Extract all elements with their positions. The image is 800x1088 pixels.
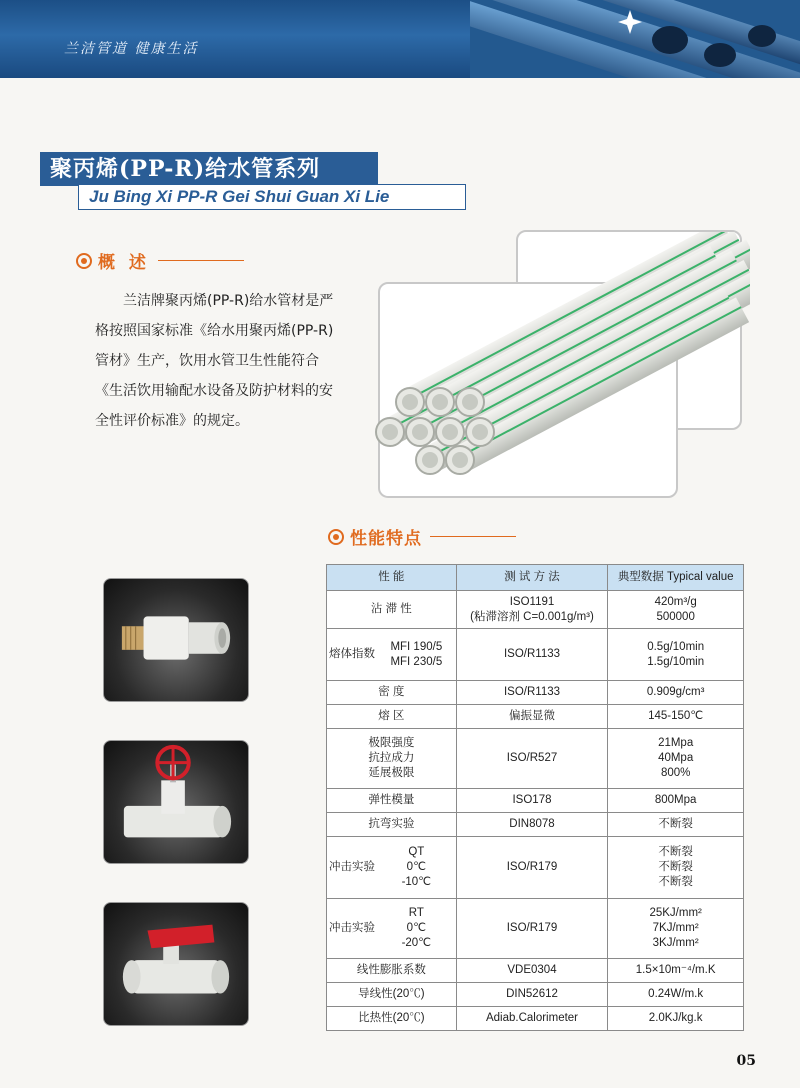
cell-method: 偏振显微 <box>456 705 608 729</box>
cell-value: 0.5g/10min 1.5g/10min <box>608 629 744 681</box>
cell-property: 熔 区 <box>327 705 457 729</box>
cell-property: 抗弯实验 <box>327 813 457 837</box>
product-image-union-fitting <box>103 578 249 702</box>
cell-property: 比热性(20℃) <box>327 1007 457 1031</box>
table-row <box>327 959 744 983</box>
cell-method: VDE0304 <box>456 959 608 983</box>
pipes-banner-image <box>470 0 800 78</box>
header-property: 性 能 <box>327 565 457 591</box>
cell-property: 弹性模量 <box>327 789 457 813</box>
table-row <box>327 681 744 705</box>
table-row <box>327 899 744 959</box>
cell-property: 冲击实验 RT 0℃ -20℃ <box>327 899 457 959</box>
overview-text: 兰洁牌聚丙烯(PP-R)给水管材是严格按照国家标准《给水用聚丙烯(PP-R)管材》生产，饮用水管卫生性能符合《生活饮用输配水设备及防护材料的安全性评价标准》的规定。 <box>95 293 334 429</box>
cell-property: 密 度 <box>327 681 457 705</box>
table-row <box>327 705 744 729</box>
cell-value: 不断裂 不断裂 不断裂 <box>608 837 744 899</box>
cell-value: 0.909g/cm³ <box>608 681 744 705</box>
cell-value: 420m³/g 500000 <box>608 591 744 629</box>
table-row <box>327 1007 744 1031</box>
heading-rule <box>158 260 244 261</box>
table-row <box>327 629 744 681</box>
header-slogan: 兰洁管道 健康生活 <box>64 41 199 57</box>
features-heading: 性能特点 <box>328 524 516 549</box>
spec-table <box>326 564 744 1031</box>
cell-value: 1.5×10m⁻⁴/m.K <box>608 959 744 983</box>
product-image-gate-valve <box>103 740 249 864</box>
cell-value: 0.24W/m.k <box>608 983 744 1007</box>
cell-value: 21Mpa 40Mpa 800% <box>608 729 744 789</box>
cell-property: 沾 滞 性 <box>327 591 457 629</box>
header-value: 典型数据 Typical value <box>608 565 744 591</box>
cell-method: ISO1191 (粘滞溶剂 C=0.001g/m³) <box>456 591 608 629</box>
bullet-icon <box>328 529 344 545</box>
bullet-icon <box>76 253 92 269</box>
table-row <box>327 789 744 813</box>
table-header-row <box>327 565 744 591</box>
header-method: 测 试 方 法 <box>456 565 608 591</box>
header-banner <box>0 0 800 78</box>
cell-method: ISO/R179 <box>456 837 608 899</box>
table-row <box>327 837 744 899</box>
product-image-ball-valve <box>103 902 249 1026</box>
table-row <box>327 813 744 837</box>
table-row <box>327 729 744 789</box>
table-row <box>327 591 744 629</box>
cell-method: DIN8078 <box>456 813 608 837</box>
table-row <box>327 983 744 1007</box>
cell-method: ISO/R1133 <box>456 629 608 681</box>
heading-rule <box>430 536 516 537</box>
page-title: 聚丙烯(PP-R)给水管系列 <box>40 152 378 186</box>
cell-property: 冲击实验 QT 0℃ -10℃ <box>327 837 457 899</box>
cell-method: Adiab.Calorimeter <box>456 1007 608 1031</box>
cell-method: ISO/R179 <box>456 899 608 959</box>
cell-value: 2.0KJ/kg.k <box>608 1007 744 1031</box>
cell-method: ISO/R1133 <box>456 681 608 705</box>
cell-value: 800Mpa <box>608 789 744 813</box>
cell-property: 熔体指数 MFI 190/5 MFI 230/5 <box>327 629 457 681</box>
overview-heading: 概 述 <box>76 248 244 273</box>
pipes-photo <box>350 232 750 492</box>
cell-value: 不断裂 <box>608 813 744 837</box>
cell-method: DIN52612 <box>456 983 608 1007</box>
cell-property: 线性膨胀系数 <box>327 959 457 983</box>
cell-value: 25KJ/mm² 7KJ/mm² 3KJ/mm² <box>608 899 744 959</box>
page-subtitle: Ju Bing Xi PP-R Gei Shui Guan Xi Lie <box>78 184 466 210</box>
cell-property: 极限强度 抗拉成力 延展极限 <box>327 729 457 789</box>
cell-value: 145-150℃ <box>608 705 744 729</box>
cell-method: ISO178 <box>456 789 608 813</box>
cell-property: 导线性(20℃) <box>327 983 457 1007</box>
page-number: 05 <box>736 1053 756 1069</box>
cell-method: ISO/R527 <box>456 729 608 789</box>
